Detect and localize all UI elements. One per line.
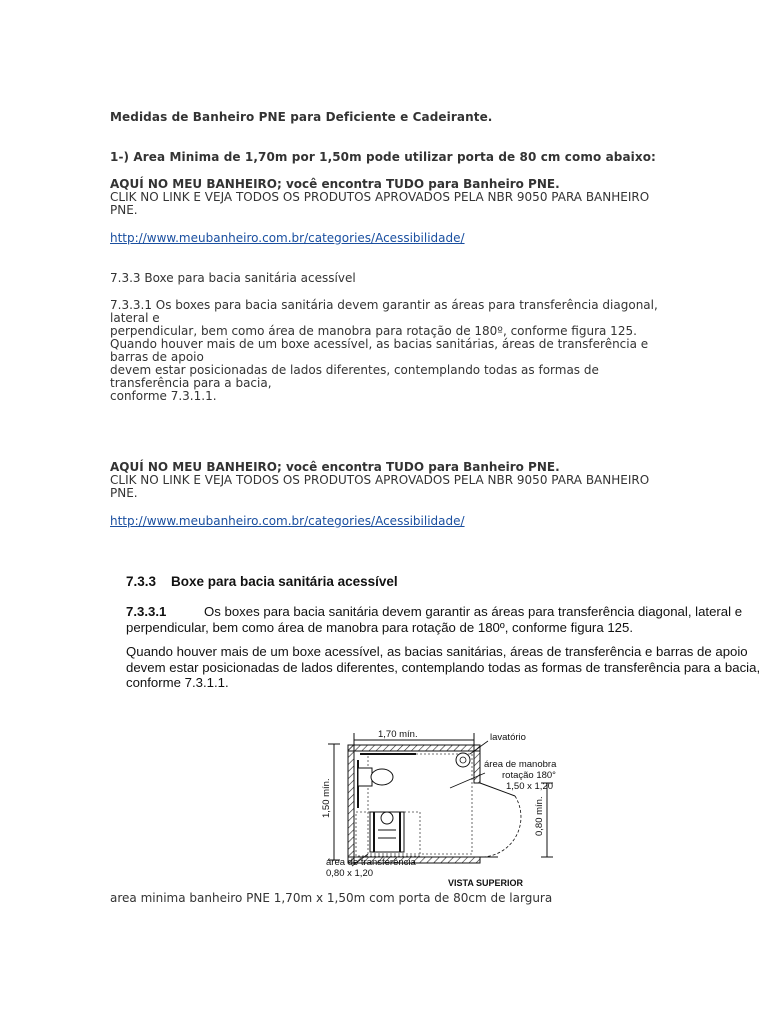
height-dimension — [321, 744, 340, 860]
scan-line: devem estar posicionadas de lados diferentes, contemplando todas as formas de transferência para a bacia, — [126, 659, 761, 675]
wheelchair-icon — [370, 812, 404, 852]
scan-heading-number: 7.3.3 — [126, 574, 157, 589]
scan-line: perpendicular, bem como área de manobra para rotação de 180º, conforme figura 125. — [126, 619, 633, 635]
body-line: transferência para a bacia, — [110, 376, 272, 390]
scan-paragraph-number: 7.3.3.1 — [126, 604, 167, 619]
maneuver-label: rotação 180° — [502, 770, 556, 781]
accessibility-link[interactable]: http://www.meubanheiro.com.br/categories/Acessibilidade/ — [110, 514, 465, 528]
bathroom-floor-plan — [120, 568, 768, 890]
body-line: devem estar posicionadas de lados diferentes, contemplando todas as formas de — [110, 363, 599, 377]
accessibility-link[interactable]: http://www.meubanheiro.com.br/categories/Acessibilidade/ — [110, 231, 465, 245]
maneuver-label: área de manobra — [484, 759, 557, 770]
door-width-label: 0,80 mín. — [534, 796, 545, 836]
view-label: VISTA SUPERIOR — [448, 878, 524, 888]
scan-line: Quando houver mais de um boxe acessível, as bacias sanitárias, áreas de transferência e barras de apoio — [126, 644, 748, 659]
height-label: 1,50 mín. — [321, 778, 332, 818]
promo-block-1 — [110, 178, 658, 217]
transfer-label: área de transferência — [326, 857, 416, 868]
scan-heading-text: Boxe para bacia sanitária acessível — [171, 574, 398, 589]
body-line: Quando houver mais de um boxe acessível, as bacias sanitárias, áreas de transferência e — [110, 337, 649, 351]
section-body — [110, 299, 658, 403]
scanned-standard-figure — [120, 568, 768, 890]
sink-icon — [456, 753, 470, 767]
door-dimension — [534, 783, 553, 857]
left-wall — [348, 745, 354, 863]
body-line: 7.3.3.1 Os boxes para bacia sanitária devem garantir as áreas para transferência diagonal, — [110, 298, 658, 312]
section-title: 7.3.3 Boxe para bacia sanitária acessível — [110, 271, 356, 285]
body-line: lateral e — [110, 311, 160, 325]
promo-line: PNE. — [110, 203, 138, 217]
promo-line: PNE. — [110, 486, 138, 500]
promo-block-2 — [110, 461, 658, 500]
sink-label: lavatório — [490, 732, 526, 743]
figure-caption: area minima banheiro PNE 1,70m x 1,50m com porta de 80cm de largura — [110, 891, 553, 905]
body-line: conforme 7.3.1.1. — [110, 389, 217, 403]
scan-line: Os boxes para bacia sanitária devem garantir as áreas para transferência diagonal, lateral e — [204, 604, 743, 619]
promo-heading: AQUÍ NO MEU BANHEIRO; você encontra TUDO para Banheiro PNE. — [110, 177, 560, 191]
body-line: barras de apoio — [110, 350, 204, 364]
toilet-icon — [358, 768, 393, 786]
width-label: 1,70 mín. — [378, 729, 418, 740]
page-title: Medidas de Banheiro PNE para Deficiente e Cadeirante. — [110, 110, 493, 124]
promo-line: CLIK NO LINK E VEJA TODOS OS PRODUTOS APROVADOS PELA NBR 9050 PARA BANHEIRO — [110, 190, 650, 204]
door-swing — [480, 783, 521, 857]
promo-heading: AQUÍ NO MEU BANHEIRO; você encontra TUDO para Banheiro PNE. — [110, 460, 560, 474]
maneuver-label: 1,50 x 1,20 — [506, 781, 554, 792]
transfer-label: 0,80 x 1,20 — [326, 868, 374, 879]
top-wall — [348, 745, 480, 751]
scan-line: conforme 7.3.1.1. — [126, 675, 229, 690]
subtitle: 1-) Area Minima de 1,70m por 1,50m pode utilizar porta de 80 cm como abaixo: — [110, 150, 656, 164]
promo-line: CLIK NO LINK E VEJA TODOS OS PRODUTOS APROVADOS PELA NBR 9050 PARA BANHEIRO — [110, 473, 650, 487]
body-line: perpendicular, bem como área de manobra para rotação de 180º, conforme figura 125. — [110, 324, 637, 338]
